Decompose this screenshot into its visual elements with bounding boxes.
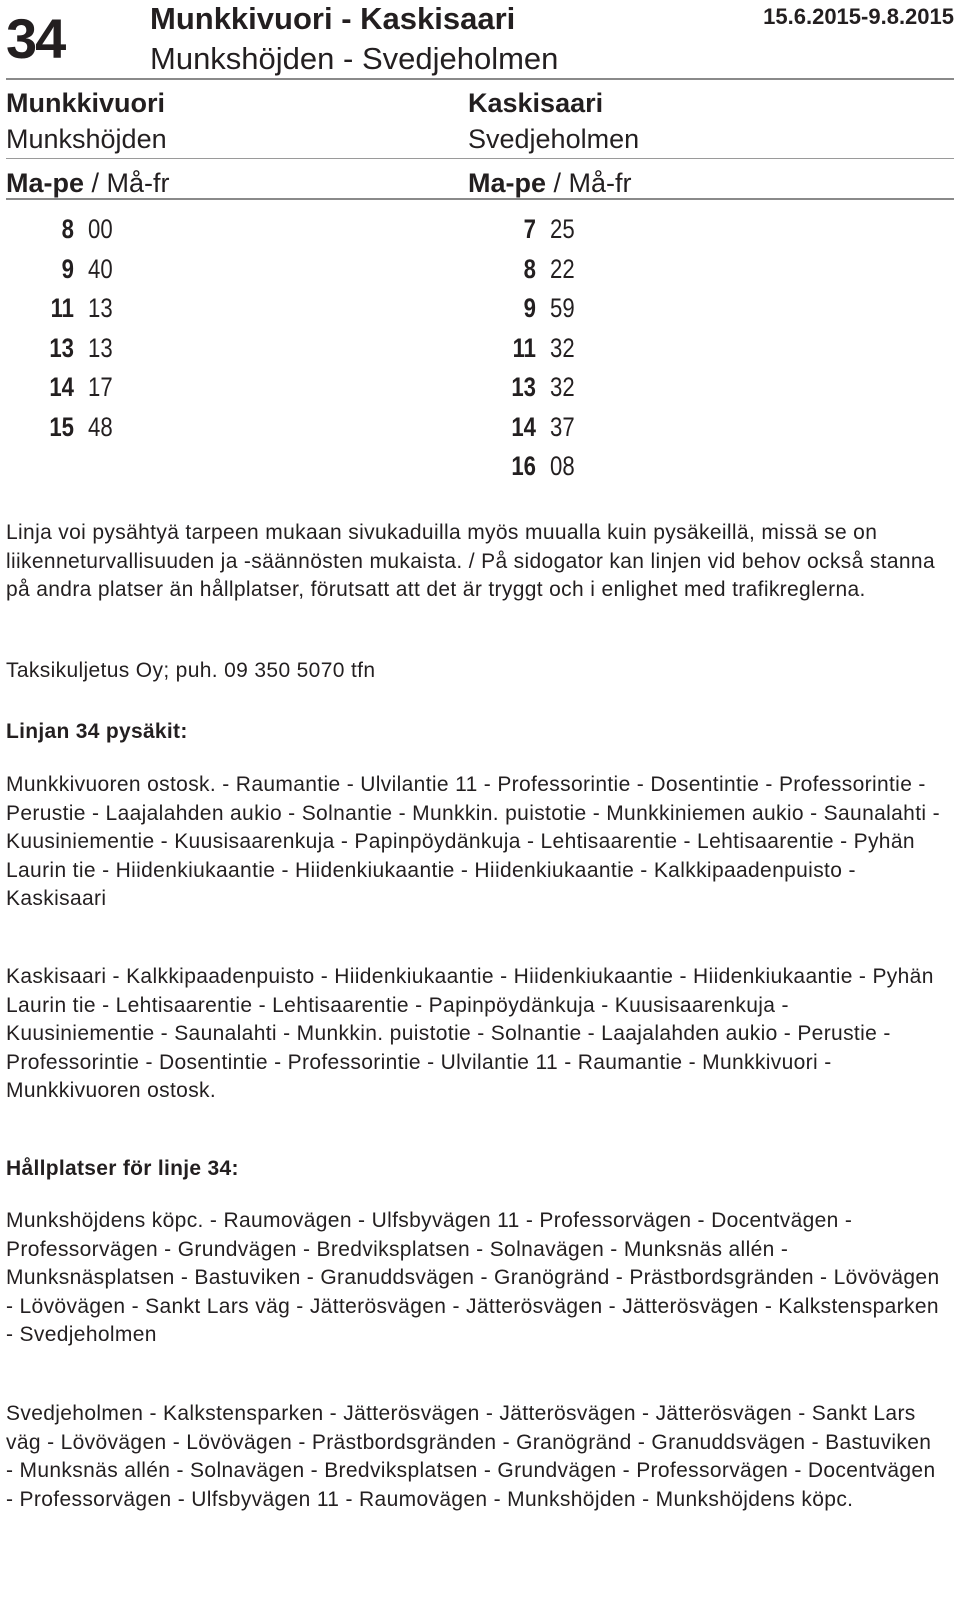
stops-list-sv-outbound: Munkshöjdens köpc. - Raumovägen - Ulfsbyvägen 11 - Professorvägen - Docentvägen - Professorvägen - Grundvägen - Bredviksplatsen - Solnavägen - Munksnäs allén - Munksnäsplatsen - Bastuviken - Granuddsvägen - Granögränd - Prästbordsgränden - Lövövägen - Lövövägen - Sankt Lars väg - Jätterösvägen - Jätterösvägen - Jätterösvägen - Kalkstensparken - Svedjeholmen xyxy=(6,1209,940,1347)
route-title-fi: Munkkivuori - Kaskisaari xyxy=(150,1,516,36)
destination-stop-fi: Kaskisaari xyxy=(468,88,604,118)
departure-minute: 40 xyxy=(88,253,113,284)
departures-list-munkkivuori xyxy=(6,210,148,447)
departure-minute: 59 xyxy=(550,293,575,324)
departure-minute: 32 xyxy=(550,332,575,363)
departure-hour: 11 xyxy=(50,293,74,324)
departure-row xyxy=(6,210,148,250)
departure-minute: 00 xyxy=(88,214,113,245)
departure-row xyxy=(6,368,148,408)
departure-minute: 37 xyxy=(550,411,575,442)
departure-minute: 32 xyxy=(550,372,575,403)
origin-stop-sv: Munkshöjden xyxy=(6,124,167,154)
departure-minute: 48 xyxy=(88,411,113,442)
departure-row xyxy=(6,250,148,290)
departure-row xyxy=(468,408,610,448)
departure-hour: 14 xyxy=(49,372,74,403)
stops-list-fi-outbound: Munkkivuoren ostosk. - Raumantie - Ulvilantie 11 - Professorintie - Dosentintie - Professorintie - Perustie - Laajalahden aukio - Solnantie - Munkkin. puistotie - Munkkiniemen aukio - Saunalahti - Kuusiniementie - Kuusisaarenkuja - Papinpöydänkuja - Lehtisaarentie - Lehtisaarentie - Pyhän Laurin tie - Hiidenkiukaantie - Hiidenkiukaantie - Hiidenkiukaantie - Kalkkipaadenpuisto - Kaskisaari xyxy=(6,773,940,911)
header-divider xyxy=(6,78,954,80)
departure-row xyxy=(468,250,610,290)
stops-heading-sv: Hållplatser för linje 34: xyxy=(6,1157,239,1180)
service-days xyxy=(6,166,170,200)
service-days-separator: / xyxy=(546,168,569,198)
departure-hour: 14 xyxy=(511,411,536,442)
stopping-notice: Linja voi pysähtyä tarpeen mukaan sivukaduilla myös muualla kuin pysäkeillä, missä se on liikenneturvallisuuden ja -säännösten mukaista. / På sidogator kan linjen vid behov också stanna på andra platser än hållplatser, förutsatt att det är tryggt och i enlighet med trafikreglerna. xyxy=(6,521,935,602)
departure-hour: 8 xyxy=(61,214,74,245)
route-title-sv: Munkshöjden - Svedjeholmen xyxy=(150,41,559,76)
stop-divider xyxy=(6,158,954,159)
timetable-column-munkkivuori xyxy=(6,86,436,198)
departure-row xyxy=(468,329,610,369)
departure-hour: 16 xyxy=(511,451,536,482)
departure-minute: 17 xyxy=(88,372,113,403)
destination-stop-sv: Svedjeholmen xyxy=(468,124,640,154)
departure-hour: 13 xyxy=(49,332,74,363)
service-days-sv: Må-fr xyxy=(106,168,170,198)
departure-minute: 08 xyxy=(550,451,575,482)
origin-stop-fi: Munkkivuori xyxy=(6,88,166,118)
departure-row xyxy=(6,408,148,448)
timetable-column-kaskisaari xyxy=(468,86,898,198)
departure-minute: 22 xyxy=(550,253,575,284)
operator-info: Taksikuljetus Oy; puh. 09 350 5070 tfn xyxy=(6,659,376,682)
departure-hour: 15 xyxy=(49,411,74,442)
route-number: 34 xyxy=(6,7,65,70)
departure-row xyxy=(468,210,610,250)
departures-list-kaskisaari xyxy=(468,210,610,487)
departure-minute: 13 xyxy=(88,293,113,324)
departure-hour: 7 xyxy=(523,214,536,245)
departure-row xyxy=(6,329,148,369)
departure-row xyxy=(468,447,610,487)
service-days-sv: Må-fr xyxy=(568,168,632,198)
departure-hour: 9 xyxy=(523,293,536,324)
validity-period: 15.6.2015-9.8.2015 xyxy=(763,4,954,29)
departure-hour: 9 xyxy=(61,253,74,284)
departure-minute: 13 xyxy=(88,332,113,363)
departure-hour: 11 xyxy=(512,332,536,363)
stops-heading-fi: Linjan 34 pysäkit: xyxy=(6,720,188,743)
stops-list-sv-inbound: Svedjeholmen - Kalkstensparken - Jätterösvägen - Jätterösvägen - Jätterösvägen - Sankt Lars väg - Lövövägen - Lövövägen - Prästbordsgränden - Granögränd - Granuddsvägen - Bastuviken - Munksnäs allén - Solnavägen - Bredviksplatsen - Grundvägen - Professorvägen - Docentvägen - Professorvägen - Ulfsbyvägen 11 - Raumovägen - Munkshöjden - Munkshöjdens köpc. xyxy=(6,1402,936,1511)
service-days-separator: / xyxy=(84,168,107,198)
departure-row xyxy=(468,289,610,329)
stops-list-fi-inbound: Kaskisaari - Kalkkipaadenpuisto - Hiidenkiukaantie - Hiidenkiukaantie - Hiidenkiukaantie - Pyhän Laurin tie - Lehtisaarentie - Lehtisaarentie - Papinpöydänkuja - Kuusisaarenkuja - Kuusiniementie - Saunalahti - Munkkin. puistotie - Solnantie - Laajalahden aukio - Perustie - Professorintie - Dosentintie - Professorintie - Ulvilantie 11 - Raumantie - Munkkivuori - Munkkivuoren ostosk. xyxy=(6,965,934,1103)
service-days-fi: Ma-pe xyxy=(468,168,547,198)
departure-hour: 13 xyxy=(511,372,536,403)
departure-minute: 25 xyxy=(550,214,575,245)
departure-hour: 8 xyxy=(523,253,536,284)
service-days xyxy=(468,166,632,200)
service-days-fi: Ma-pe xyxy=(6,168,85,198)
departure-row xyxy=(468,368,610,408)
departure-row xyxy=(6,289,148,329)
